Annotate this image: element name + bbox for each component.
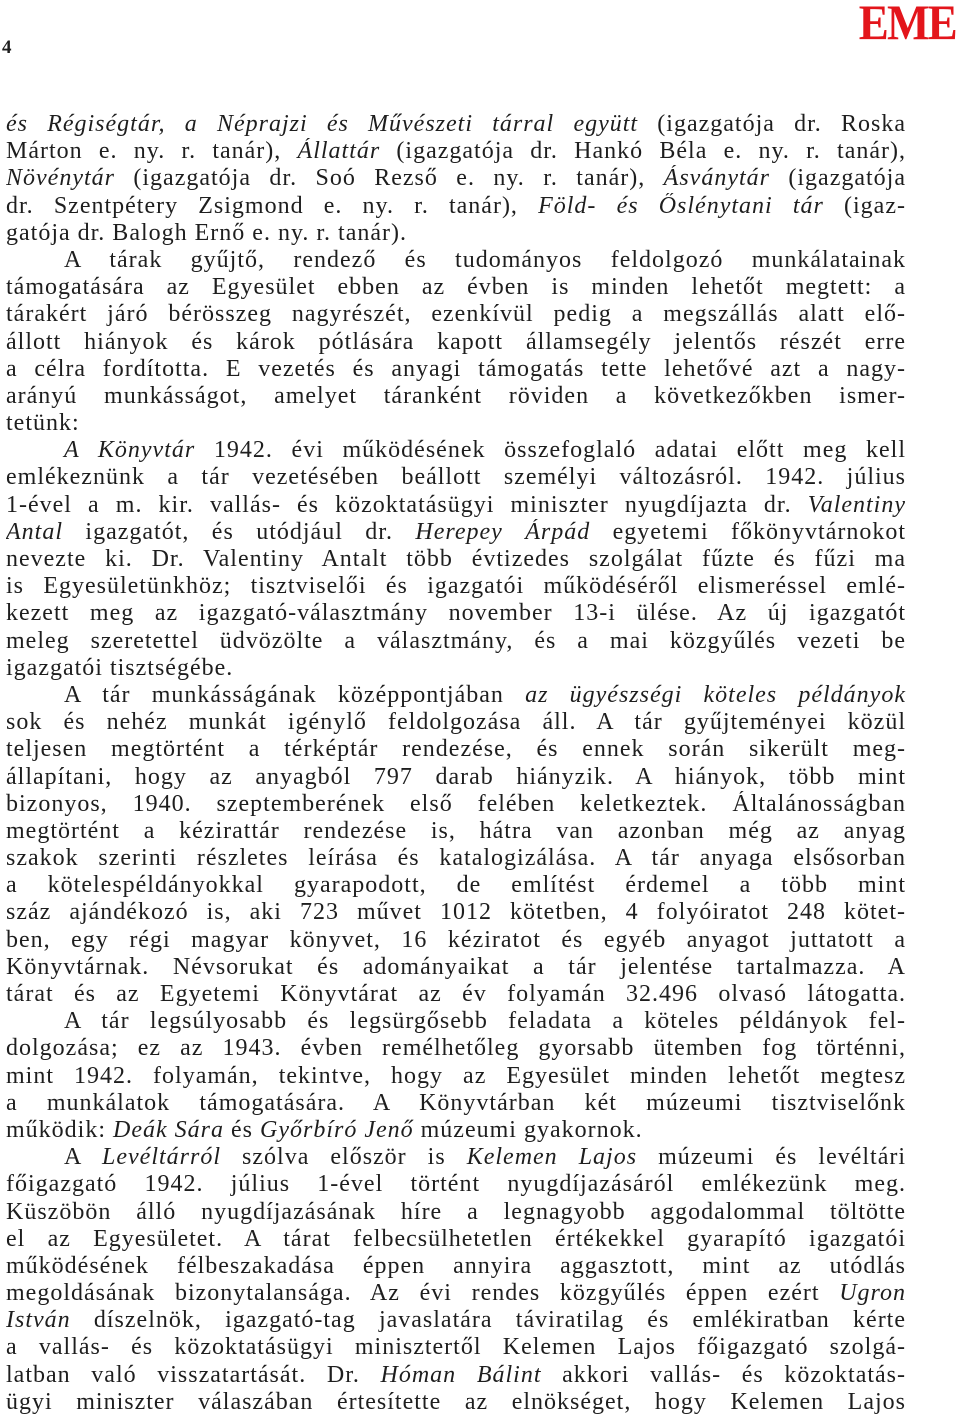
italic-text: és Régiségtár, a Néprajzi és Művészeti tárral együtt <box>6 111 639 137</box>
italic-text: Kelemen Lajos <box>466 1144 638 1171</box>
text-span: szólva először is <box>221 1144 467 1171</box>
text-line <box>6 628 906 655</box>
italic-text: Hóman Bálint <box>380 1361 542 1388</box>
text-line <box>6 927 906 954</box>
text-line <box>6 1253 906 1280</box>
text-line <box>6 682 906 709</box>
text-line-content <box>6 356 906 382</box>
text-span: sok és nehéz munkát igénylő feldolgozása áll. A tár gyűjteményei közül <box>6 709 906 736</box>
text-span: tárat és az Egyetemi Könyvtárat az év folyamán 32.496 olvasó látogatta. <box>6 981 906 1007</box>
text-line-content <box>6 1063 906 1089</box>
paragraph <box>6 1144 906 1416</box>
text-line <box>6 1171 906 1198</box>
text-line-content <box>6 1226 906 1252</box>
text-line-content <box>64 1144 906 1170</box>
text-line <box>6 981 906 1008</box>
text-span: tetünk: <box>6 410 80 437</box>
text-line-content <box>6 329 906 355</box>
text-line <box>6 736 906 763</box>
text-line <box>6 1144 906 1171</box>
text-span: dr. Szentpétery Zsigmond e. ny. r. tanár), <box>6 192 539 219</box>
text-span: (igazgatója dr. Roska <box>638 111 906 137</box>
text-span: el az Egyesületet. A tárat felbecsülhetetlen értékekkel gyarapító igazgatói <box>6 1225 906 1252</box>
text-line <box>6 791 906 818</box>
text-line-content <box>6 736 906 762</box>
text-line-content <box>6 301 906 327</box>
text-line-content <box>6 111 906 137</box>
text-span: A tárak gyűjtő, rendező és tudományos feldolgozó munkálatainak <box>64 246 906 273</box>
italic-text: Ugron <box>839 1280 906 1307</box>
text-span: száz ajándékozó is, aki 723 művet 1012 kötetben, 4 folyóiratot 248 kötet- <box>6 899 906 926</box>
text-line-content <box>6 1171 906 1197</box>
italic-text: Föld- és Őslénytani tár <box>538 192 824 219</box>
text-line <box>6 1008 906 1035</box>
text-span: a kötelespéldányokkal gyarapodott, de említést érdemel a több mint <box>6 872 906 899</box>
text-line-content <box>64 437 906 463</box>
text-span: támogatására az Egyesület ebben az évben is minden lehetőt megtett: a <box>6 274 906 301</box>
text-line <box>6 301 906 328</box>
text-line-content <box>6 927 906 953</box>
text-line-content <box>6 1035 906 1061</box>
text-span: működésének félbeszakadása éppen annyira aggasztott, mint az utódlás <box>6 1252 906 1279</box>
text-line <box>6 247 906 274</box>
text-line-content <box>6 655 233 681</box>
text-span: 1-ével a m. kir. vallás- és közoktatásügyi miniszter nyugdíjazta dr. <box>6 491 808 518</box>
text-line <box>6 329 906 356</box>
text-line-content <box>6 791 906 817</box>
text-line <box>6 655 906 682</box>
text-line <box>6 274 906 301</box>
text-span: A tár munkásságának középpontjában <box>64 681 526 708</box>
text-line-content <box>64 682 906 708</box>
text-span: 1942. évi működésének összefoglaló adatai előtt meg kell <box>195 437 906 464</box>
text-line <box>6 546 906 573</box>
italic-text: Növénytár <box>6 165 115 192</box>
text-line <box>6 1063 906 1090</box>
italic-text: Herepey Árpád <box>415 518 591 545</box>
text-line <box>6 1280 906 1307</box>
text-line <box>6 1307 906 1334</box>
italic-text: Győrbíró Jenő <box>260 1116 414 1143</box>
text-span: egyetemi főkönyvtárnokot <box>590 518 906 545</box>
text-span: (igazgatója <box>769 165 906 192</box>
text-line <box>6 519 906 546</box>
text-span: és <box>224 1116 260 1143</box>
text-span: akkori vallás- és közoktatás- <box>541 1361 906 1388</box>
text-line <box>6 138 906 165</box>
text-span: ben, egy régi magyar könyvet, 16 kéziratot és egyéb anyagot juttatott a <box>6 926 906 953</box>
text-span: megtörtént a kézirattár rendezése is, hátra van azonban még az anyag <box>6 817 906 844</box>
text-span: Márton e. ny. r. tanár), <box>6 138 298 165</box>
text-line-content <box>6 573 906 599</box>
text-line-content <box>6 410 80 436</box>
text-span: dolgozása; ez az 1943. évben remélhetőleg gyorsabb ütemben fog történni, <box>6 1035 906 1062</box>
text-line-content <box>6 193 906 219</box>
text-line-content <box>6 546 906 572</box>
text-line-content <box>6 165 906 191</box>
text-span: arányú munkásságot, amelyet táranként röviden a következőkben ismer- <box>6 382 906 409</box>
text-line-content <box>6 845 906 871</box>
text-line <box>6 165 906 192</box>
page-number: 4 <box>2 37 12 58</box>
text-line <box>6 111 906 138</box>
text-span: múzeumi gyakornok. <box>413 1116 643 1143</box>
text-line-content <box>6 274 906 300</box>
text-line-content <box>6 764 906 790</box>
eme-logo: EME <box>858 0 956 50</box>
text-line <box>6 954 906 981</box>
text-span: teljesen megtörtént a térképtár rendezése, és ennek során sikerült meg- <box>6 736 906 763</box>
text-line-content <box>6 899 906 925</box>
text-line <box>6 492 906 519</box>
text-span: működik: <box>6 1116 114 1143</box>
text-span: gatója dr. Balogh Ernő e. ny. r. tanár). <box>6 219 408 246</box>
text-line-content <box>6 138 906 164</box>
paragraph <box>6 437 906 682</box>
text-line-content <box>6 492 906 518</box>
text-line <box>6 764 906 791</box>
paragraph <box>6 247 906 437</box>
paragraph <box>6 1008 906 1144</box>
text-line-content <box>6 1199 906 1225</box>
italic-text: Állattár <box>297 138 381 165</box>
text-line <box>6 1362 906 1389</box>
text-span: tárakért járó bérösszeg nagyrészét, ezenkívül pedig a megszállás alatt elő- <box>6 301 906 328</box>
text-span: főigazgató 1942. július 1-ével történt nyugdíjazásáról emlékezünk meg. <box>6 1171 906 1198</box>
text-span: a munkálatok támogatására. A Könyvtárban két múzeumi tisztviselőnk <box>6 1089 906 1116</box>
text-line-content <box>64 247 906 273</box>
text-line <box>6 356 906 383</box>
continued-paragraph <box>6 111 906 247</box>
text-span: a célra fordította. E vezetés és anyagi támogatás tette lehetővé azt a nagy- <box>6 355 906 382</box>
text-line <box>6 464 906 491</box>
text-span: szakok szerinti részletes leírása és katalogizálása. A tár anyaga elsősorban <box>6 845 906 872</box>
text-line-content <box>6 1389 906 1415</box>
italic-text: Valentiny <box>807 491 906 518</box>
text-line-content <box>6 600 906 626</box>
text-line <box>6 1334 906 1361</box>
text-span: a vallás- és közoktatásügyi minisztertől Kelemen Lajos főigazgató szolgá- <box>6 1334 906 1361</box>
paragraph <box>6 682 906 1008</box>
text-line <box>6 437 906 464</box>
text-line <box>6 818 906 845</box>
italic-text: István <box>6 1307 71 1334</box>
text-line-content <box>6 519 906 545</box>
text-span: nevezte ki. Dr. Valentiny Antalt több évtizedes szolgálat fűzte és fűzi ma <box>6 546 906 572</box>
text-line-content <box>6 981 906 1007</box>
text-span: A <box>64 1144 103 1171</box>
italic-text: Ásványtár <box>663 165 770 192</box>
text-span: állapítani, hogy az anyagból 797 darab hiányzik. A hiányok, több mint <box>6 763 906 790</box>
text-span: ügyi miniszter válaszában értesítette az elnökséget, hogy Kelemen Lajos <box>6 1388 906 1415</box>
italic-text: Antal <box>6 518 63 545</box>
text-span: megoldásának bizonytalansága. Az évi rendes közgyűlés éppen ezért <box>6 1280 840 1307</box>
text-line <box>6 709 906 736</box>
text-line <box>6 1226 906 1253</box>
text-line <box>6 899 906 926</box>
text-span: díszelnök, igazgató-tag javaslatára táviratilag és emlékiratban kérte <box>70 1307 906 1334</box>
text-line-content <box>6 1362 906 1388</box>
text-line <box>6 410 906 437</box>
italic-text: A Könyvtár <box>64 437 196 464</box>
text-span: latban való visszatartását. Dr. <box>6 1361 381 1388</box>
text-span: (igazgatója dr. Soó Rezső e. ny. r. tanár), <box>114 165 664 192</box>
text-line-content <box>6 954 906 980</box>
text-span: múzeumi és levéltári <box>637 1144 906 1171</box>
text-span: Küszöbön álló nyugdíjazásának híre a legnagyobb aggodalommal töltötte <box>6 1198 906 1225</box>
text-line <box>6 1389 906 1416</box>
text-line <box>6 1199 906 1226</box>
text-line <box>6 600 906 627</box>
text-line-content <box>6 1280 906 1306</box>
text-line <box>6 872 906 899</box>
italic-text: Levéltárról <box>102 1144 222 1171</box>
text-line <box>6 383 906 410</box>
text-span: meleg szeretettel üdvözölte a választmány, és a mai közgyűlés vezeti be <box>6 627 906 654</box>
text-line-content <box>6 1334 906 1360</box>
text-span: Könyvtárnak. Névsorukat és adományaikat a tár jelentése tartalmazza. A <box>6 953 906 980</box>
text-line-content <box>64 1008 906 1034</box>
text-span: kezett meg az igazgató-választmány november 13-i ülése. Az új igazgatót <box>6 600 906 627</box>
text-span: igazgatói tisztségébe. <box>6 654 234 681</box>
text-line-content <box>6 818 906 844</box>
text-line-content <box>6 709 906 735</box>
text-line-content <box>6 628 906 654</box>
text-line <box>6 1117 906 1144</box>
text-line-content <box>6 1117 643 1143</box>
text-line-content <box>6 872 906 898</box>
text-span: is Egyesületünkhöz; tisztviselői és igazgatói működéséről elismeréssel emlé- <box>6 573 906 600</box>
body-text <box>6 111 906 1416</box>
text-line-content <box>6 1307 906 1333</box>
text-line <box>6 845 906 872</box>
text-line <box>6 1090 906 1117</box>
text-span: mint 1942. folyamán, tekintve, hogy az Egyesület minden lehetőt megtesz <box>6 1062 906 1089</box>
text-span: bizonyos, 1940. szeptemberének első felében keletkeztek. Általánosságban <box>6 790 906 817</box>
text-line <box>6 573 906 600</box>
text-span: állott hiányok és károk pótlására kapott államsegély jelentős részét erre <box>6 328 906 355</box>
text-span: (igazgatója dr. Hankó Béla e. ny. r. tanár), <box>380 138 906 165</box>
text-span: A tár legsúlyosabb és legsürgősebb feladata a köteles példányok fel- <box>64 1008 906 1035</box>
text-line-content <box>6 1090 906 1116</box>
text-line-content <box>6 464 906 490</box>
text-line-content <box>6 383 906 409</box>
text-line <box>6 193 906 220</box>
italic-text: az ügyészségi köteles példányok <box>525 681 906 708</box>
text-line-content <box>6 1253 906 1279</box>
text-line-content <box>6 220 407 246</box>
text-line <box>6 220 906 247</box>
text-span: emlékeznünk a tár vezetésében beállott személyi változásról. 1942. július <box>6 464 906 491</box>
text-line <box>6 1035 906 1062</box>
text-span: (igaz- <box>823 192 906 219</box>
text-span: igazgatót, és utódjául dr. <box>63 518 416 545</box>
italic-text: Deák Sára <box>113 1116 224 1143</box>
